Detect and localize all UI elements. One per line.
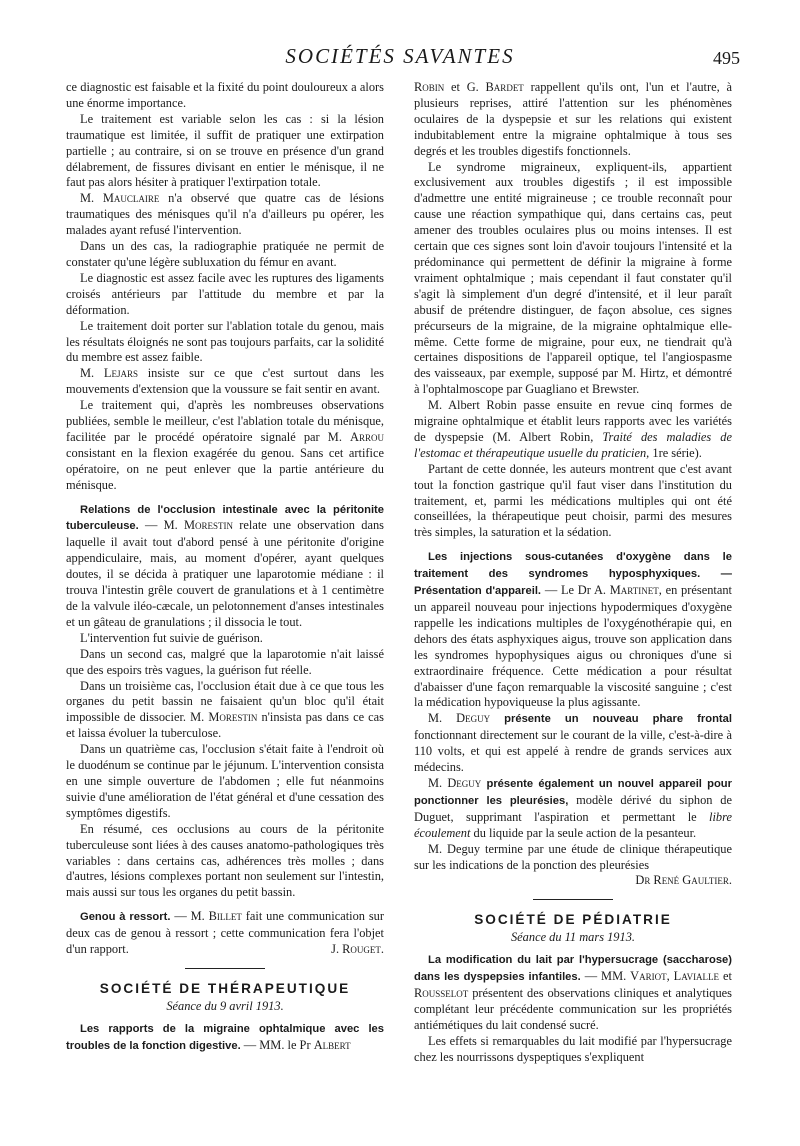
paragraph — [66, 679, 384, 743]
text: n'insista pas dans ce cas et laissa évoluer la tuberculose. — [66, 710, 384, 741]
author-name: Morestin — [208, 710, 258, 725]
section-divider — [533, 899, 613, 900]
paragraph: Le diagnostic est assez facile avec les ruptures des ligaments croisés antérieurs par l'attitude du membre et par la déformation. — [66, 270, 384, 317]
paragraph — [66, 366, 384, 398]
signature: Dr René Gaultier. — [635, 873, 732, 888]
author-name: Deguy — [447, 775, 482, 790]
author-name: Robin — [414, 80, 445, 94]
rubric-title: Les injections sous-cutanées d'oxygène dans le traitement des syndromes hyposphyxiques. — Présentation d'appareil. — [414, 551, 732, 598]
text: — Le Dr A. — [544, 583, 606, 598]
paragraph — [66, 398, 384, 493]
signature: J. Rouget. — [331, 942, 384, 957]
paragraph: Le traitement doit porter sur l'ablation totale du genou, mais les résultats éloignés ne sont pas toujours parfaits, car la solidité du membre est assez faible. — [66, 318, 384, 365]
paragraph — [414, 776, 732, 842]
section-date: Séance du 11 mars 1913. — [510, 930, 635, 945]
section-title: SOCIÉTÉ DE PÉDIATRIE — [474, 912, 672, 928]
text: — MM. le Pr — [243, 1037, 311, 1052]
paragraph — [414, 711, 732, 776]
author-name: Albert — [313, 1037, 351, 1052]
rubric-title: présente un nouveau phare frontal — [504, 713, 732, 726]
text: , en présentant un appareil nouveau pour injections hypodermiques d'oxygène rappelle les indications multiples de l'oxygénothérapie qui, en dehors des états asphyxiques aigus, trouve son application dans les syndromes hypophysiques aigus ou chroniques d'une si extraordinaire fréquence. Cette médication a pour résultat d'abaisser d'une façon remarquable la viscosité sanguine ; c'est la médication hypoviqueuse la plus agissante. — [414, 583, 732, 710]
author-name: Morestin — [184, 518, 234, 533]
text: M. — [428, 711, 443, 726]
text: n'a observé que quatre cas de lésions traumatiques des ménisques qu'il n'a d'ailleurs pu opérer, les malades ayant refusé l'intervention. — [66, 191, 384, 238]
author-name: Bardet — [485, 80, 524, 94]
paragraph: Le syndrome migraineux, expliquent-ils, appartient exclusivement aux troubles digestifs ; il est impossible d'admettre une entité migraineuse ; ce trouble reconnaît pour cause une réaction sympathique qui, dans certains cas, peut amener des troubles oculaires plus ou moins intenses. Il est certain que ces signes sont loin d'avoir toujours l'intensité et la prédominance qui permettent de définir la migraine à forme vraiment ophtalmique ; mais cependant il faut constater qu'il s'agit là simplement d'un degré d'intensité, et il leur paraît abusif de prétendre distinguer, de façon absolue, ces signes précurseurs de la migraine, de la migraine ophtalmique elle-même. Cette forme de migraine, pour eux, ne tiendrait qu'à certaines dispositions de l'appareil optique, tel l'angiospasme des vaisseaux, par exemple, supposé par M. Hirtz, et démontré à l'ophtalmoscope par Guagliano et Brewster. — [414, 159, 732, 397]
book-title: Traité des maladies de l'estomac et thérapeutique usuelle du praticien, — [414, 429, 732, 460]
text: 1re série). — [652, 445, 702, 460]
text: Dans un troisième cas, l'occlusion était due à ce que tous les organes du petit bassin ne faisaient qu'un bloc qu'il était impossible de dissocier. M. — [66, 678, 384, 725]
author-name: Billet — [208, 909, 242, 924]
running-title: SOCIÉTÉS SAVANTES — [285, 44, 515, 68]
author-name: Mauclaire — [102, 191, 160, 206]
author-name: Martinet — [609, 583, 659, 598]
author-name: Variot, Lavialle — [630, 969, 720, 984]
text: — M. — [145, 518, 178, 533]
author-name: Lejars — [103, 366, 138, 381]
text: du liquide par la seule action de la pesanteur. — [473, 825, 697, 840]
paragraph — [414, 398, 732, 462]
rubric-title: Genou à ressort. — [80, 911, 171, 924]
paragraph — [66, 1021, 384, 1055]
text: présentent des observations cliniques et analytiques complétant leur précédente communication sur les propriétés antiémétiques du lait condensé sucré. — [414, 985, 732, 1032]
text: — M. — [174, 909, 205, 924]
page-number: 495 — [713, 48, 740, 68]
text: consistant en la flexion exagérée du genou. Sans cet artifice opératoire, on ne peut enlever que la partie antérieure du ménisque. — [66, 445, 384, 492]
paragraph: L'intervention fut suivie de guérison. — [80, 630, 263, 645]
section-date: Séance du 9 avril 1913. — [166, 998, 284, 1013]
paragraph — [414, 549, 732, 711]
text: M. — [428, 775, 443, 790]
page-header — [60, 44, 740, 74]
paragraph: Dans un second cas, malgré que la laparotomie n'ait laissé que des espoirs très vagues, la guérison fut réelle. — [66, 646, 384, 677]
text: M. — [80, 366, 95, 381]
paragraph: ce diagnostic est faisable et la fixité du point douloureux a alors une énorme importance. — [66, 80, 384, 110]
right-column — [414, 80, 732, 1065]
text: relate une observation dans laquelle il avait tout d'abord pensé à une péritonite d'origine appendiculaire, mais, au moment d'opérer, ayant quelques doutes, il se décida à pratiquer une laparotomie médiane : il trouva l'intestin grêle couvert de granulations et à 1 centimètre de la valvule iléo-cæcale, un pelotonnement d'anses intestinales et un gâteau de granulations ; il dissocia le tout. — [66, 518, 384, 629]
paragraph: Le traitement est variable selon les cas : si la lésion traumatique est limitée, il suffit de pratiquer une extirpation partielle ; au contraire, si on se trouve en présence d'un grand délabrement, de fissures divisant en entier le ménisque, il ne faut pas alors hésiter à pratiquer l'extirpation totale. — [66, 111, 384, 190]
left-column — [66, 80, 384, 1055]
text: fait une communication sur deux cas de genou à ressort ; cette communication fera l'objet d'un rapport. — [66, 909, 384, 957]
text: fonctionnant directement sur le courant de la ville, c'est-à-dire à 110 volts, et qui est appelé à rendre de grands services aux médecins. — [414, 728, 732, 775]
text: et — [723, 969, 732, 984]
text: Le traitement qui, d'après les nombreuses observations publiées, semble le meilleur, c'est l'ablation totale du ménisque, facilitée par le procédé opératoire signalé par M. — [66, 398, 384, 444]
italic-phrase: libre écoulement — [414, 809, 732, 840]
text: — MM. — [584, 969, 627, 984]
text: M. — [80, 191, 95, 206]
paragraph: Les effets si remarquables du lait modifié par l'hypersucrage chez les nourrissons dyspeptiques s'expliquent — [414, 1033, 732, 1064]
rubric-title: Relations de l'occlusion intestinale avec la péritonite tuberculeuse. — [66, 503, 384, 533]
paragraph — [414, 80, 732, 160]
paragraph: Dans un des cas, la radiographie pratiquée ne permit de constater qu'une légère subluxation du fémur en avant. — [66, 239, 384, 269]
text: insiste sur ce que c'est surtout dans les mouvements d'extension que la voussure se fait sentir en avant. — [66, 366, 384, 397]
author-name: Arrou — [350, 429, 384, 444]
section-divider — [185, 968, 265, 969]
text: modèle dérivé du siphon de Duguet, supprimant l'aspiration et permettant le — [414, 792, 732, 824]
author-name: Rousselot — [414, 985, 469, 1000]
rubric-title: Les rapports de la migraine ophtalmique avec les troubles de la fonction digestive. — [66, 1022, 384, 1052]
rubric-title: La modification du lait par l'hypersucrage (saccharose) dans les dyspepsies infantiles. — [414, 954, 732, 984]
text: rappellent qu'ils ont, l'un et l'autre, à plusieurs reprises, attiré l'attention sur les phénomènes oculaires de la dyspepsie et sur les relations qui existent indubitablement entre la migraine ophtalmique à tous ses degrés et les troubles digestifs fonctionnels. — [414, 80, 732, 158]
author-name: Deguy — [456, 711, 491, 726]
rubric-title: présente également un nouvel appareil pour ponctionner les pleurésies, — [414, 777, 732, 807]
text: et G. — [451, 80, 479, 94]
paragraph: En résumé, ces occlusions au cours de la péritonite tuberculeuse sont liées à des causes anatomo-pathologiques très variables : dans certains cas, adhérences très molles ; dans d'autres, lésions complexes portant non seulement sur l'intestin, mais aussi sur tous les organes du petit bassin. — [66, 821, 384, 900]
paragraph: M. Deguy termine par une étude de clinique thérapeutique sur les indications de la ponction des pleurésies — [414, 841, 732, 872]
paragraph — [66, 909, 384, 958]
text: M. Albert Robin passe ensuite en revue cinq formes de migraine ophtalmique et établit leurs rapports avec les variétés de dyspepsie (M. Albert Robin, — [414, 398, 732, 444]
paragraph — [414, 952, 732, 1034]
section-title: SOCIÉTÉ DE THÉRAPEUTIQUE — [99, 980, 351, 996]
paragraph — [66, 191, 384, 239]
paragraph — [66, 502, 384, 631]
paragraph: Dans un quatrième cas, l'occlusion s'était faite à l'endroit où le duodénum se continue par le jéjunum. L'intervention consista en une simple ouverture de l'abdomen ; elle fut néanmoins suivie d'une amélioration de l'état général et d'une cessation des symptômes digestifs. — [66, 742, 384, 820]
paragraph: Partant de cette donnée, les auteurs montrent que c'est avant tout la fonction gastrique qu'il faut viser dans l'institution du traitement, et, parmi les médications multiples qui ont été conseillées, la thérapeutique peut choisir, parmi des mesures très simples, la saturation et la sédation. — [414, 461, 732, 540]
